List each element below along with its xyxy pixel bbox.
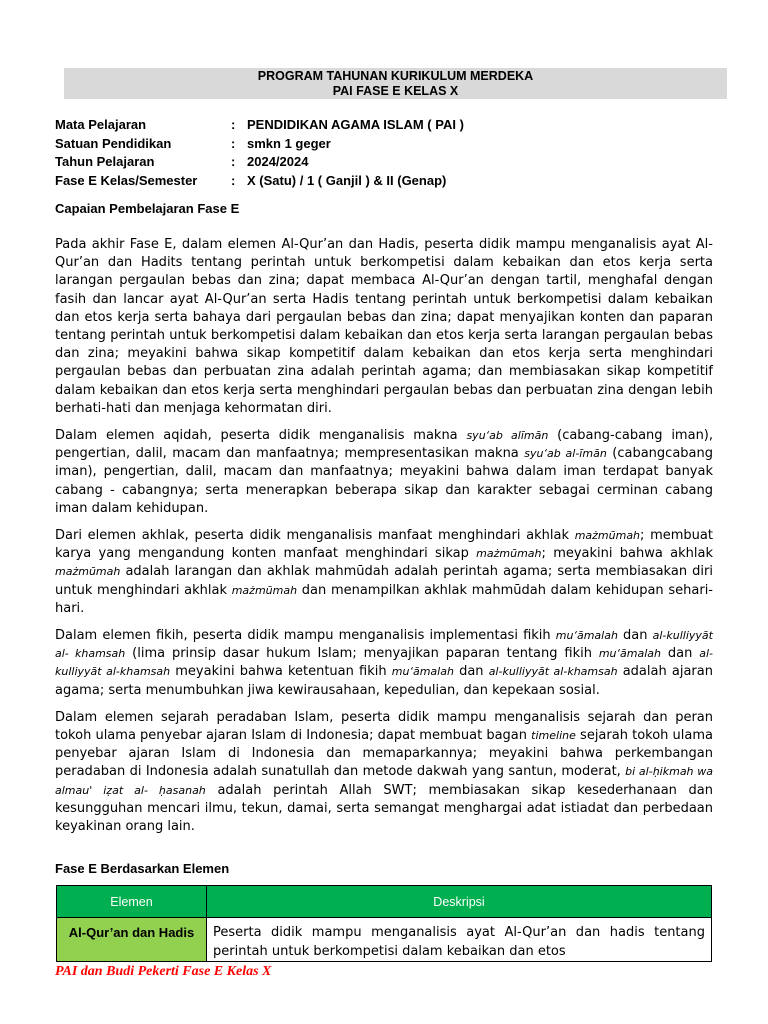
meta-value: PENDIDIKAN AGAMA ISLAM ( PAI ) xyxy=(247,117,464,132)
paragraph-fikih: Dalam elemen fikih, peserta didik mampu menganalisis implementasi fikih mu‘āmalah dan al-kulliyyāt al- khamsah (lima prinsip dasar hukum Islam; menyajikan paparan tentang fikih mu‘āmalah dan al-kulliyyāt al-khamsah meyakini bahwa ketentuan fikih mu‘āmalah dan al-kulliyyāt al-khamsah adalah ajaran agama; serta menumbuhkan jiwa kewirausahaan, kepedulian, dan kepekaan sosial. xyxy=(55,628,713,698)
meta-row xyxy=(55,172,464,191)
meta-colon: : xyxy=(231,172,236,188)
meta-value: 2024/2024 xyxy=(247,154,309,169)
elemen-table xyxy=(56,885,712,962)
meta-value: X (Satu) / 1 ( Ganjil ) & II (Genap) xyxy=(247,172,447,188)
meta-colon: : xyxy=(231,154,236,169)
title-line-1: PROGRAM TAHUNAN KURIKULUM MERDEKA xyxy=(257,69,534,83)
paragraph-aqidah: Dalam elemen aqidah, peserta didik menganalisis makna syu‘ab alīmān (cabang-cabang iman), pengertian, dalil, macam dan manfaatnya; mempresentasikan makna syu‘ab al-īmān (cabangcabang iman), pengertian, dalil, macam dan manfaatnya; meyakini bahwa dalam iman terdapat banyak cabang - cabangnya; serta menerapkan beberapa sikap dan karakter sebagai cerminan cabang iman dalam kehidupan. xyxy=(55,428,714,516)
paragraph-akhlak: Dari elemen akhlak, peserta didik menganalisis manfaat menghindari akhlak mażmūmah; membuat karya yang mengandung konten manfaat menghindari sikap mażmūmah; meyakini bahwa akhlak mażmūmah adalah larangan dan akhlak mahmūdah adalah perintah agama; serta membiasakan diri untuk menghindari akhlak mażmūmah dan menampilkan akhlak mahmūdah dalam kehidupan sehari- hari. xyxy=(55,528,713,616)
document-title xyxy=(64,68,727,99)
table-row xyxy=(57,918,712,962)
fase-heading: Fase E Berdasarkan Elemen xyxy=(55,861,230,876)
capaian-heading: Capaian Pembelajaran Fase E xyxy=(55,201,240,216)
page-footer: PAI dan Budi Pekerti Fase E Kelas X xyxy=(55,964,272,979)
title-line-2: PAI FASE E KELAS X xyxy=(332,83,459,98)
paragraph-quran-hadis: Pada akhir Fase E, dalam elemen Al-Qur’an dan Hadis, peserta didik mampu menganalisis ayat Al- Qur’an dan Hadits tentang perintah untuk berkompetisi dalam kebaikan dan etos kerja serta larangan pergaulan bebas dan zina; dapat membaca Al-Qur’an dengan tartil, menghafal dengan fasih dan lancar ayat Al-Qur’an serta Hadis tentang perintah untuk berkompetisi dalam kebaikan dan etos kerja serta bahaya dari pergaulan bebas dan zina; dapat menyajikan konten dan paparan tentang perintah untuk berkompetisi dalam kebaikan dan etos kerja serta larangan pergaulan bebas dan zina; meyakini bahwa sikap kompetitif dalam kebaikan dan etos kerja serta menghindari pergaulan bebas dan perbuatan zina adalah perintah agama; dan membiasakan sikap kompetitif dalam kebaikan dan etos kerja serta menghindari pergaulan bebas dan perbuatan zina dengan lebih berhati-hati dan menjaga kehormatan diri. xyxy=(55,237,713,416)
meta-info xyxy=(55,116,464,190)
meta-colon: : xyxy=(231,117,236,132)
meta-label: Mata Pelajaran xyxy=(55,117,147,132)
meta-colon: : xyxy=(231,135,236,151)
capaian-body xyxy=(55,236,713,845)
meta-label: Satuan Pendidikan xyxy=(55,135,172,151)
elemen-name-cell: Al-Qur’an dan Hadis xyxy=(57,918,207,962)
header-elemen: Elemen xyxy=(57,886,207,918)
meta-value: smkn 1 geger xyxy=(247,135,331,151)
table-header-row xyxy=(57,886,712,918)
meta-label: Tahun Pelajaran xyxy=(55,154,155,169)
meta-row xyxy=(55,153,464,172)
meta-label: Fase E Kelas/Semester xyxy=(55,172,198,188)
elemen-desc-cell: Peserta didik mampu menganalisis ayat Al-Qur’an dan hadis tentang perintah untuk berkompetisi dalam kebaikan dan etos xyxy=(207,918,712,962)
paragraph-sejarah: Dalam elemen sejarah peradaban Islam, peserta didik mampu menganalisis sejarah dan peran tokoh ulama penyebar ajaran Islam di Indonesia; dapat membuat bagan timeline sejarah tokoh ulama penyebar ajaran Islam di Indonesia dan memaparkannya; meyakini bahwa perkembangan peradaban di Indonesia adalah sunatullah dan metode dakwah yang santun, moderat, bi al-ḥikmah wa almau' iẓat al- ḥasanah adalah perintah Allah SWT; membiasakan sikap kesederhanaan dan kesungguhan mencari ilmu, tekun, damai, serta semangat menghargai adat istiadat dan perbedaan keyakinan orang lain. xyxy=(55,709,714,835)
header-deskripsi: Deskripsi xyxy=(207,886,712,918)
meta-row xyxy=(55,135,464,154)
meta-row xyxy=(55,116,464,135)
